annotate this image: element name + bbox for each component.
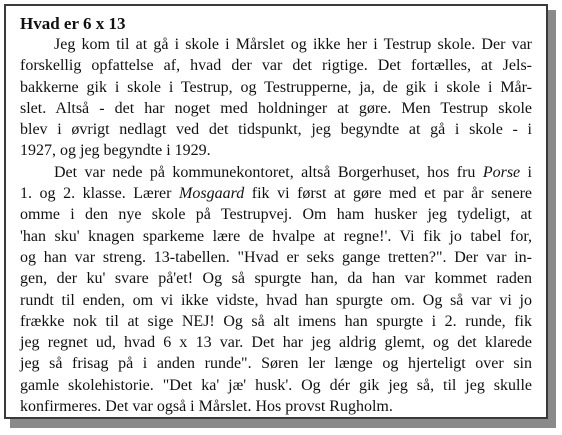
text-line: jeg regnet ud, hvad 6 x 13 var. Det har jeg aldrig glemt, og det klarede (20, 334, 532, 352)
document-title: Hvad er 6 x 13 (20, 14, 126, 33)
paragraph-1 (20, 34, 532, 162)
italic-name: Mosgaard (179, 185, 245, 203)
text-line: frække nok til at sige NEJ! Og så alt imens han spurgte i 2. runde, fik (20, 312, 532, 330)
paragraph-2 (20, 162, 532, 418)
text-line: 1. og 2. klasse. Lærer Mosgaard fik vi først at gøre med et par år senere (20, 185, 532, 203)
text-line: Jeg kom til at gå i skole i Mårslet og ikke her i Testrup skole. Der var (54, 36, 532, 53)
text-line: bakkerne gik i skole i Testrup, og Testrupperne, ja, de gik i skole i Mår- (20, 78, 532, 96)
text-line: forskellig opfattelse af, hvad der var det rigtige. Det fortælles, at Jels- (20, 57, 532, 75)
text-line: omme i den nye skole på Testrupvej. Om ham husker jeg tydeligt, at (20, 206, 532, 224)
text-line: 'han sku' knagen sparkeme lære de hvalpe at regne!'. Vi fik jo tabel for, (20, 227, 532, 245)
italic-name: Porse (482, 163, 521, 181)
text-line: blev i øvrigt nedlagt ved det tidspunkt, jeg begyndte at gå i skole - i (20, 121, 532, 139)
text-line: rundt til enden, om vi ikke vidste, hvad han spurgte om. Og så var vi jo (20, 291, 532, 309)
text-line: og han var streng. 13-tabellen. "Hvad er seks gange tretten?". Der var in- (20, 248, 532, 266)
text-line: Det var nede på kommunekontoret, altså Borgerhuset, hos fru Porse i (54, 163, 532, 181)
document-card (4, 4, 548, 419)
text-line: 1927, og jeg begyndte i 1929. (20, 142, 211, 160)
text-line: konfirmeres. Det var også i Mårslet. Hos provst Rugholm. (20, 398, 393, 416)
text-line: slet. Altså - det har noget med holdninger at gøre. Men Testrup skole (20, 99, 532, 117)
text-line: jeg så frisag på i anden runde". Søren ler længe og hjerteligt over sin (20, 355, 532, 373)
text-line: gen, der ku' svare på'et! Og så spurgte han, da han var kommet raden (20, 270, 532, 288)
text-line: gamle skolehistorie. "Det ka' jæ' husk'. Og dér gik jeg så, til jeg skulle (20, 376, 532, 394)
